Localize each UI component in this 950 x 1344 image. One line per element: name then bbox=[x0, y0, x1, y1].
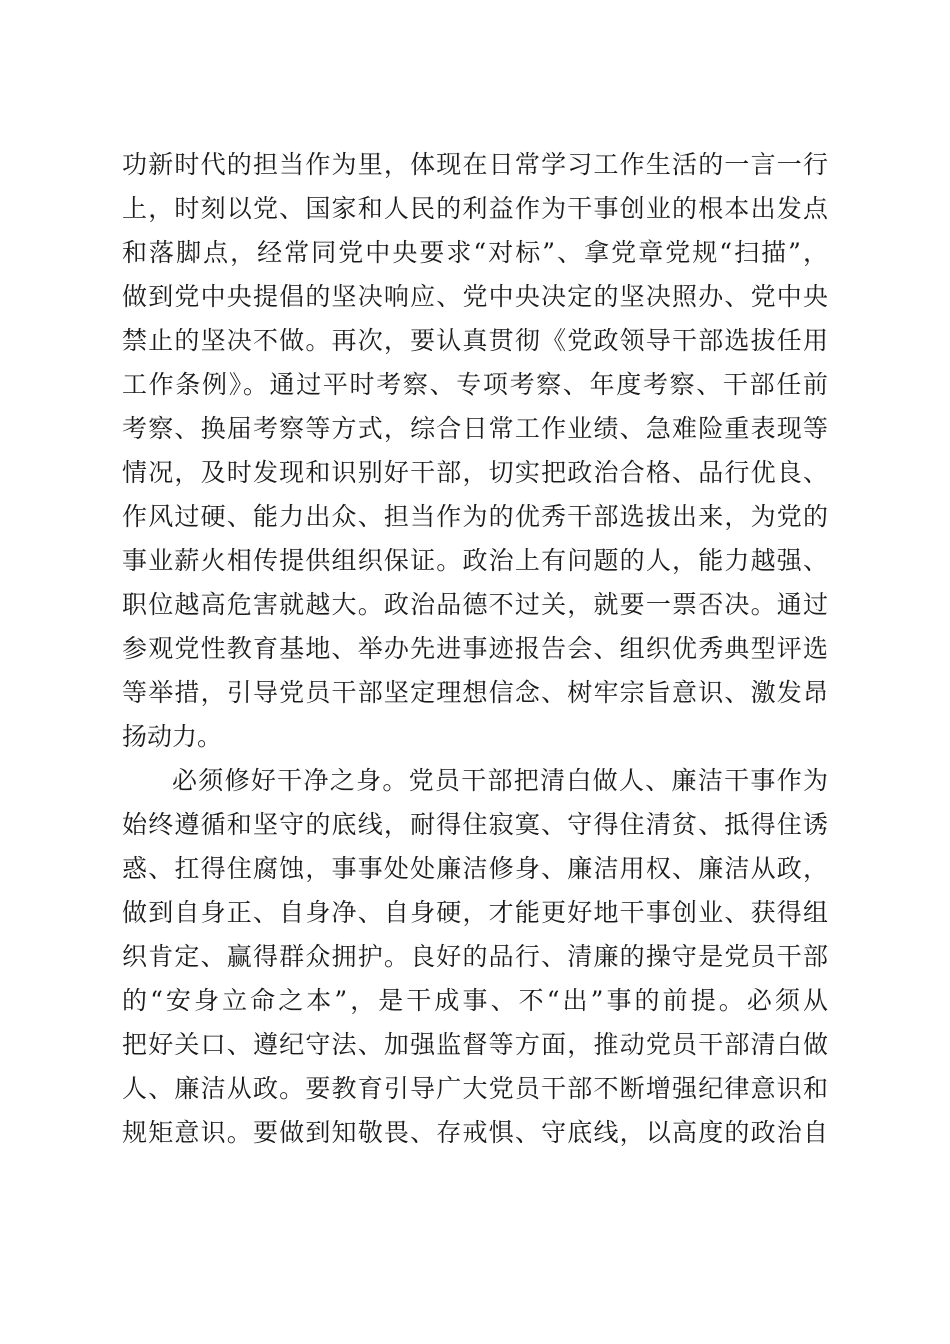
text-line: 职位越高危害就越大。政治品德不过关，就要一票否决。通过 bbox=[122, 590, 828, 619]
text-line: 始终遵循和坚守的底线，耐得住寂寞、守得住清贫、抵得住诱 bbox=[122, 810, 828, 839]
text-line: 做到自身正、自身净、自身硬，才能更好地干事创业、获得组 bbox=[122, 898, 828, 927]
text-line: 织肯定、赢得群众拥护。良好的品行、清廉的操守是党员干部 bbox=[122, 942, 828, 971]
text-line: 禁止的坚决不做。再次，要认真贯彻《党政领导干部选拔任用 bbox=[122, 326, 828, 355]
text-line: 参观党性教育基地、举办先进事迹报告会、组织优秀典型评选 bbox=[122, 634, 828, 663]
text-line: 人、廉洁从政。要教育引导广大党员干部不断增强纪律意识和 bbox=[122, 1074, 828, 1103]
text-line: 做到党中央提倡的坚决响应、党中央决定的坚决照办、党中央 bbox=[122, 282, 828, 311]
paragraph-start-line: 必须修好干净之身。党员干部把清白做人、廉洁干事作为 bbox=[172, 766, 828, 795]
text-line: 等举措，引导党员干部坚定理想信念、树牢宗旨意识、激发昂 bbox=[122, 678, 828, 707]
text-line: 上，时刻以党、国家和人民的利益作为干事创业的根本出发点 bbox=[122, 194, 828, 223]
text-line: 把好关口、遵纪守法、加强监督等方面，推动党员干部清白做 bbox=[122, 1030, 828, 1059]
text-line: 作风过硬、能力出众、担当作为的优秀干部选拔出来，为党的 bbox=[122, 502, 828, 531]
text-line: 和落脚点，经常同党中央要求“对标”、拿党章党规“扫描”， bbox=[122, 238, 828, 267]
document-body bbox=[122, 143, 828, 1155]
text-line: 考察、换届考察等方式，综合日常工作业绩、急难险重表现等 bbox=[122, 414, 828, 443]
text-line: 工作条例》。通过平时考察、专项考察、年度考察、干部任前 bbox=[122, 370, 828, 399]
text-line: 惑、扛得住腐蚀，事事处处廉洁修身、廉洁用权、廉洁从政， bbox=[122, 854, 828, 883]
text-line: 情况，及时发现和识别好干部，切实把政治合格、品行优良、 bbox=[122, 458, 828, 487]
text-line: 功新时代的担当作为里，体现在日常学习工作生活的一言一行 bbox=[122, 150, 828, 179]
text-line: 规矩意识。要做到知敬畏、存戒惧、守底线，以高度的政治自 bbox=[122, 1118, 828, 1147]
paragraph-end-line: 扬动力。 bbox=[122, 722, 223, 751]
text-line: 事业薪火相传提供组织保证。政治上有问题的人，能力越强、 bbox=[122, 546, 828, 575]
text-line: 的“安身立命之本”，是干成事、不“出”事的前提。必须从 bbox=[122, 986, 828, 1015]
